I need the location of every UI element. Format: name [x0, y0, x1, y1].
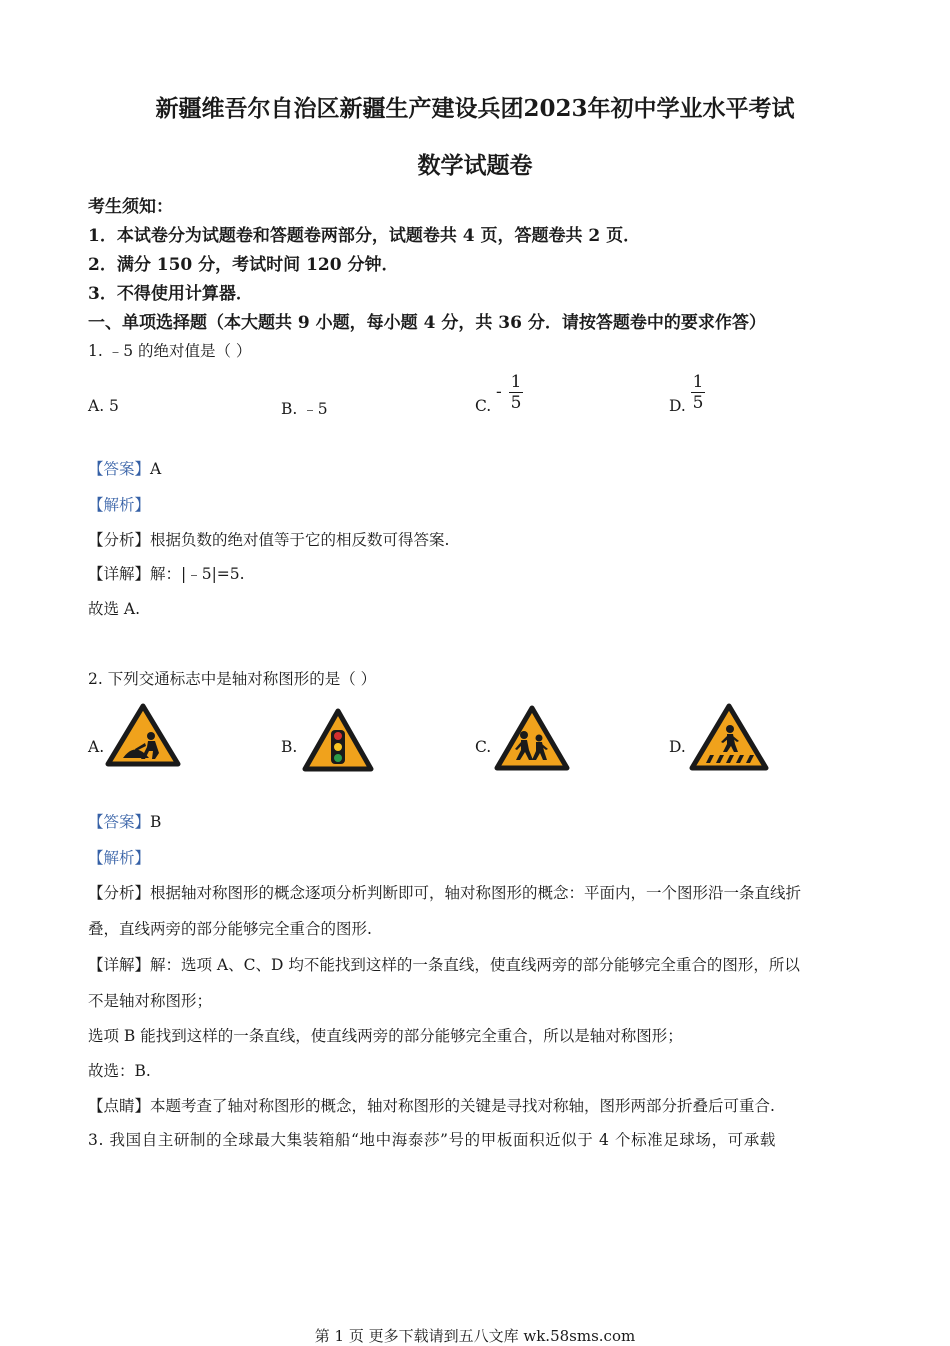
q1-conclusion: 故选 A.	[88, 600, 141, 618]
q1-option-b: B. ﹣5	[281, 400, 328, 418]
page-footer: 第 1 页 更多下载请到五八文库 wk.58sms.com	[314, 1327, 636, 1345]
q2-option-d-label: D.	[669, 738, 686, 756]
answer-value: A	[150, 460, 162, 478]
q2-xiangjie-line-2: 不是轴对称图形；	[88, 992, 213, 1010]
q1-option-d-label: D.	[669, 397, 686, 415]
q1-option-a: A. 5	[88, 397, 119, 415]
question-3-stem: 3. 我国自主研制的全球最大集装箱船“地中海泰莎”号的甲板面积近似于 4 个标准足球场，可承载	[88, 1131, 776, 1149]
q1-xiangjie: 【详解】解：|﹣5|=5.	[88, 565, 245, 583]
fraction-numerator: 1	[692, 372, 704, 392]
notice-item-1: 1．本试卷分为试题卷和答题卷两部分，试题卷共 4 页，答题卷共 2 页．	[88, 226, 641, 246]
answer-tag: 【答案】	[88, 460, 151, 478]
q2-dianjing: 【点睛】本题考查了轴对称图形的概念，轴对称图形的关键是寻找对称轴，图形两部分折叠后可重合.	[88, 1097, 775, 1115]
question-1-stem: 1. ﹣5 的绝对值是（ ）	[88, 342, 252, 360]
notice-item-3: 3．不得使用计算器．	[88, 284, 253, 304]
notice-item-2: 2．满分 150 分，考试时间 120 分钟．	[88, 255, 399, 275]
q1-fenxi: 【分析】根据负数的绝对值等于它的相反数可得答案.	[88, 531, 450, 549]
q1-option-d-fraction	[691, 372, 705, 413]
q1-option-c-sign: -	[496, 382, 502, 402]
paper-subtitle: 数学试题卷	[417, 152, 533, 179]
q2-xiangjie-line-1: 【详解】解：选项 A、C、D 均不能找到这样的一条直线，使直线两旁的部分能够完全重合的图形，所以	[88, 956, 800, 974]
q2-fenxi-line-1: 【分析】根据轴对称图形的概念逐项分析判断即可，轴对称图形的概念：平面内，一个图形沿一条直线折	[88, 884, 802, 902]
question-2-stem: 2. 下列交通标志中是轴对称图形的是（ ）	[88, 670, 377, 688]
q2-option-a-label: A.	[88, 738, 105, 756]
fraction-numerator: 1	[510, 372, 522, 392]
q1-analysis-tag: 【解析】	[88, 496, 151, 514]
answer-value: B	[150, 813, 162, 831]
q2-option-b-label: B.	[281, 738, 298, 756]
q1-option-c-fraction	[509, 372, 523, 413]
traffic-light-sign-icon	[302, 708, 374, 772]
q2-answer	[88, 810, 161, 832]
q2-conclusion: 故选：B.	[88, 1062, 151, 1080]
pedestrian-crossing-sign-icon	[689, 703, 769, 771]
q2-option-c-label: C.	[475, 738, 492, 756]
q1-answer	[88, 457, 161, 479]
fraction-denominator: 5	[692, 393, 704, 413]
fraction-denominator: 5	[510, 393, 522, 413]
q2-analysis-tag: 【解析】	[88, 849, 151, 867]
q2-option-b-note: 选项 B 能找到这样的一条直线，使直线两旁的部分能够完全重合，所以是轴对称图形；	[88, 1027, 683, 1045]
section-heading: 一、单项选择题（本大题共 9 小题，每小题 4 分，共 36 分．请按答题卷中的要求作答）	[88, 313, 766, 333]
children-crossing-sign-icon	[494, 705, 570, 771]
exam-title: 新疆维吾尔自治区新疆生产建设兵团2023年初中学业水平考试	[155, 95, 795, 122]
q1-option-c-label: C.	[475, 397, 492, 415]
road-work-sign-icon	[105, 703, 181, 767]
q2-fenxi-line-2: 叠，直线两旁的部分能够完全重合的图形.	[88, 920, 372, 938]
answer-tag: 【答案】	[88, 813, 151, 831]
notice-heading: 考生须知：	[88, 197, 173, 217]
